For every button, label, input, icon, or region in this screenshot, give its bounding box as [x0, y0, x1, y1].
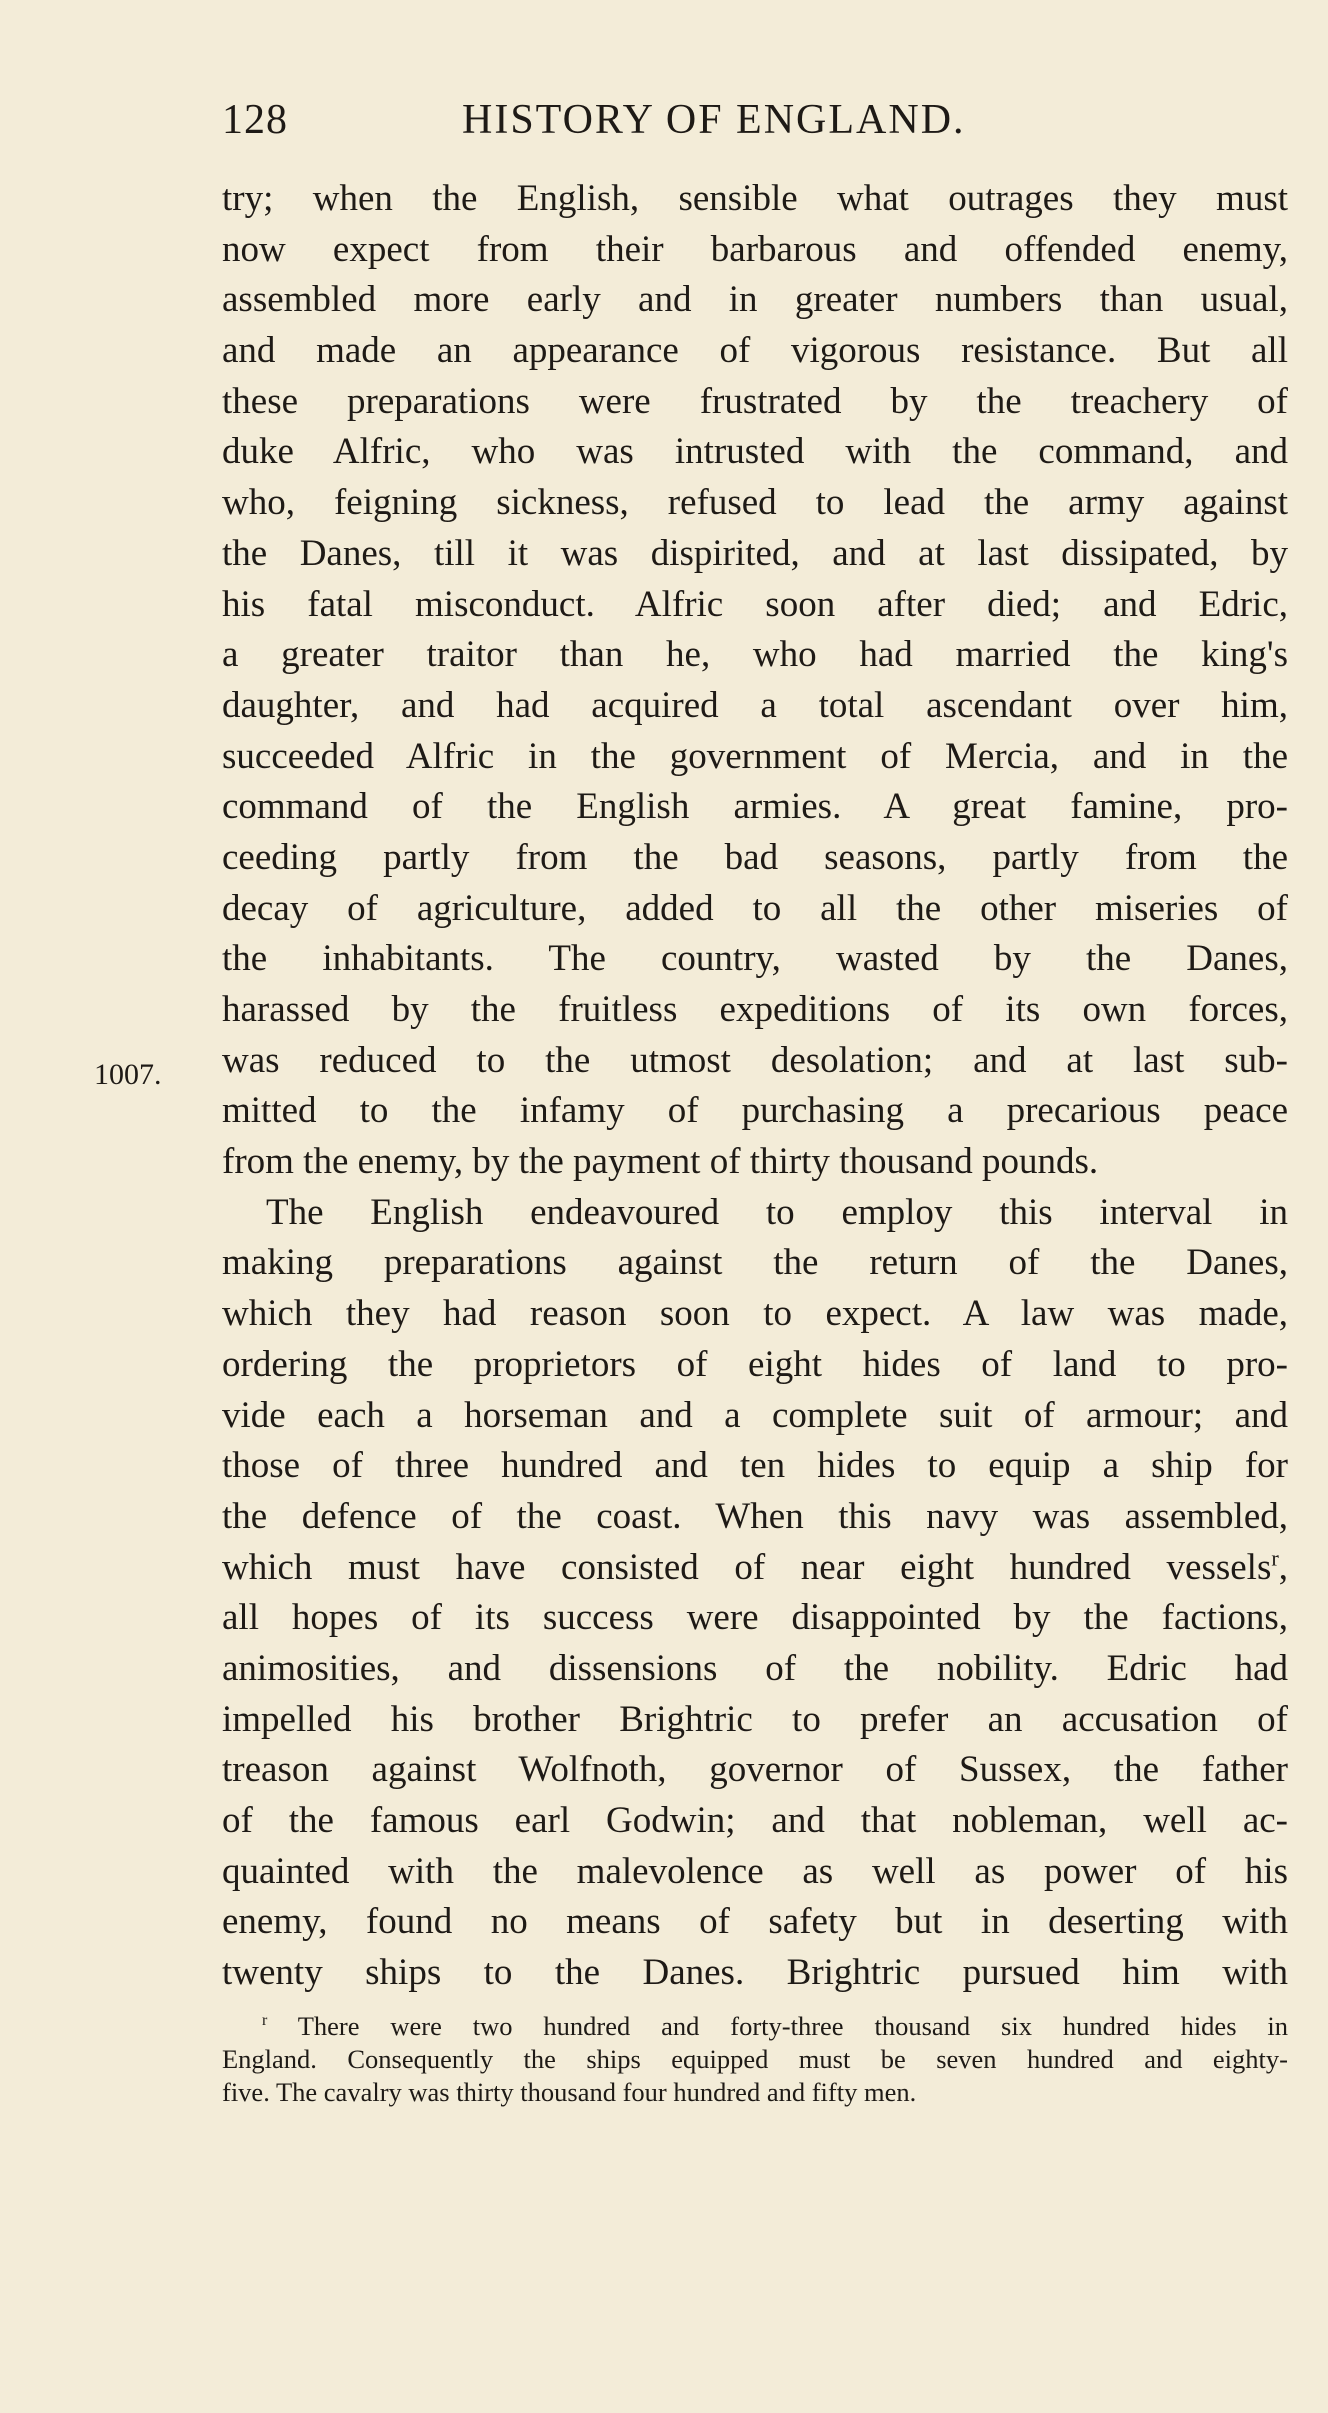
text-line: ceeding partly from the bad seasons, partly from the — [222, 836, 1288, 878]
text-line: the Danes, till it was dispirited, and at last dissipated, by — [222, 532, 1288, 574]
text-line: of the famous earl Godwin; and that nobleman, well ac- — [222, 1800, 1288, 1841]
text-line: impelled his brother Brightric to prefer an accusation of — [222, 1698, 1288, 1740]
text-line: harassed by the fruitless expeditions of its own forces, — [222, 989, 1288, 1030]
footnote-marker: r — [262, 2012, 268, 2030]
text-line: duke Alfric, who was intrusted with the command, and — [222, 431, 1288, 473]
text-line: animosities, and dissensions of the nobility. Edric had — [222, 1647, 1288, 1689]
footnote-ref[interactable]: r — [1271, 1545, 1279, 1571]
running-head — [222, 96, 1288, 156]
text-line: those of three hundred and ten hides to equip a ship for — [222, 1445, 1288, 1487]
text-line: these preparations were frustrated by the treachery of — [222, 380, 1288, 422]
text-line-with-footnote-ref — [222, 1543, 1288, 1594]
footnote-line: England. Consequently the ships equipped must be seven hundred and eighty- — [222, 2044, 1288, 2074]
text-line: decay of agriculture, added to all the other miseries of — [222, 887, 1288, 929]
text-line: daughter, and had acquired a total ascendant over him, — [222, 684, 1288, 726]
text-line: from the enemy, by the payment of thirty thousand pounds. — [222, 1141, 1099, 1183]
body-text — [222, 174, 1288, 1999]
text-line: succeeded Alfric in the government of Mercia, and in the — [222, 735, 1288, 777]
text-line: assembled more early and in greater numbers than usual, — [222, 279, 1288, 321]
text-line: vide each a horseman and a complete suit of armour; and — [222, 1394, 1288, 1436]
text-line: and made an appearance of vigorous resistance. But all — [222, 330, 1288, 372]
text-line: the defence of the coast. When this navy was assembled, — [222, 1495, 1288, 1537]
footnote-text: There were two hundred and forty-three thousand six hundred hides in — [297, 2011, 1288, 2041]
footnotes — [222, 2010, 1288, 2109]
running-title: HISTORY OF ENGLAND. — [462, 97, 966, 143]
text-line: ordering the proprietors of eight hides of land to pro- — [222, 1343, 1288, 1385]
page-number: 128 — [222, 97, 288, 143]
text-line: quainted with the malevolence as well as power of his — [222, 1850, 1288, 1892]
text-line: now expect from their barbarous and offended enemy, — [222, 228, 1288, 270]
text-line: which must have consisted of near eight hundred vessels — [222, 1546, 1272, 1588]
footnote-ref-suffix: , — [1278, 1546, 1288, 1588]
text-line: making preparations against the return of the Danes, — [222, 1242, 1288, 1284]
text-line: was reduced to the utmost desolation; and at last sub- — [222, 1039, 1288, 1081]
text-line: mitted to the infamy of purchasing a precarious peace — [222, 1090, 1288, 1132]
text-line: which they had reason soon to expect. A law was made, — [222, 1293, 1288, 1335]
text-line: command of the English armies. A great famine, pro- — [222, 786, 1288, 828]
text-line: a greater traitor than he, who had married the king's — [222, 634, 1288, 676]
text-line: try; when the English, sensible what outrages they must — [222, 178, 1288, 219]
text-line: all hopes of its success were disappointed by the factions, — [222, 1597, 1288, 1639]
footnote-line — [222, 2010, 1288, 2043]
text-line: treason against Wolfnoth, governor of Sussex, the father — [222, 1749, 1288, 1791]
text-line: his fatal misconduct. Alfric soon after died; and Edric, — [222, 583, 1288, 625]
margin-year-note: 1007. — [94, 1058, 162, 1091]
text-line: the inhabitants. The country, wasted by the Danes, — [222, 938, 1288, 980]
text-line: The English endeavoured to employ this interval in — [266, 1191, 1288, 1233]
text-line: twenty ships to the Danes. Brightric pursued him with — [222, 1952, 1288, 1994]
footnote-line: five. The cavalry was thirty thousand four hundred and fifty men. — [222, 2077, 917, 2107]
text-line: enemy, found no means of safety but in deserting with — [222, 1901, 1288, 1943]
text-line: who, feigning sickness, refused to lead the army against — [222, 482, 1288, 524]
